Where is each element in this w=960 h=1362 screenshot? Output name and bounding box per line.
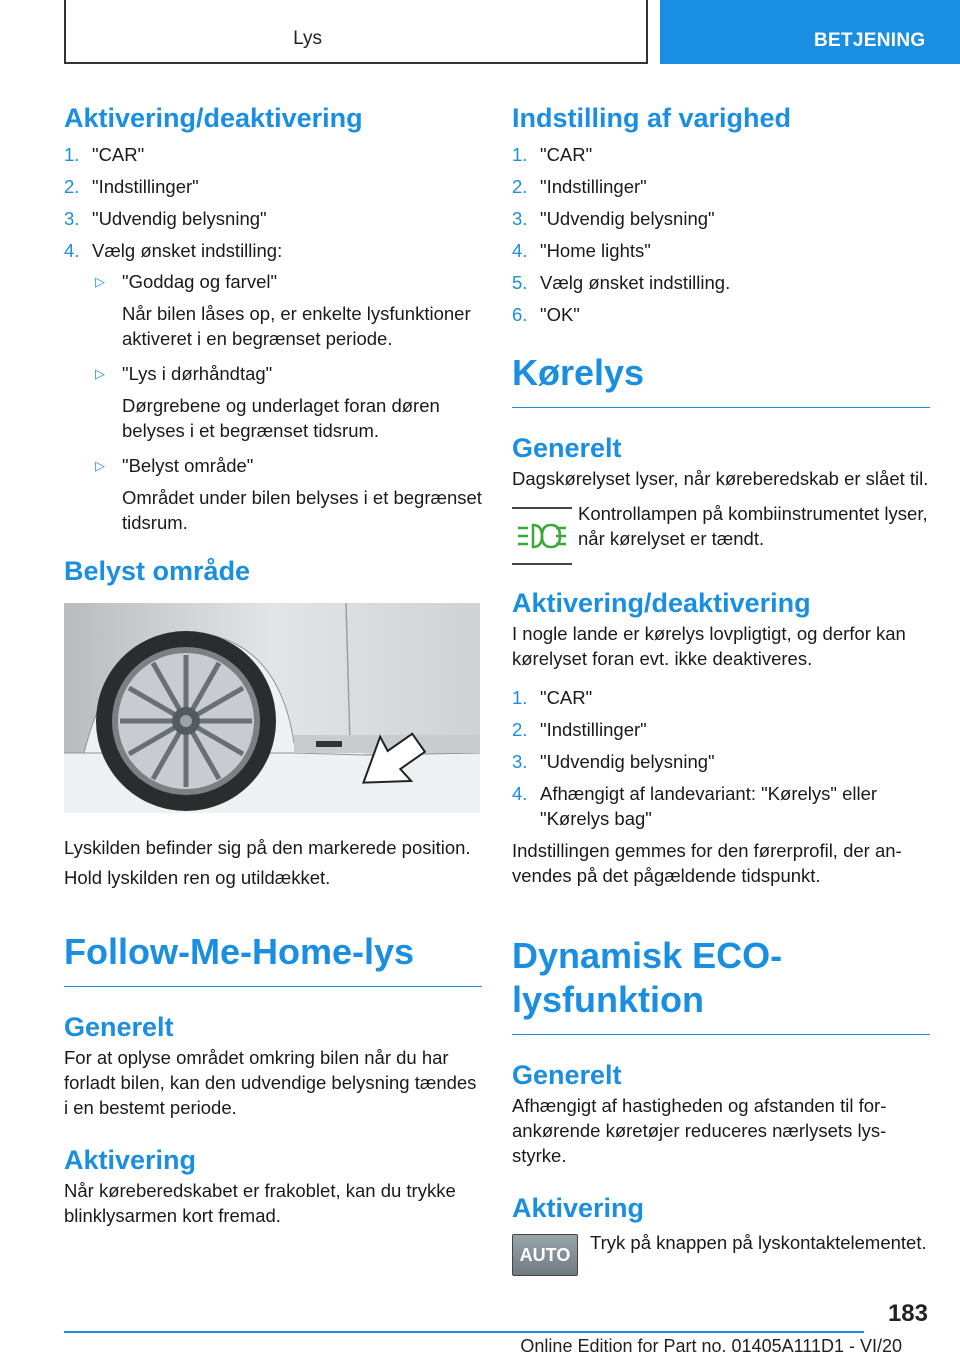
activation-steps [64,142,482,535]
right-column [512,100,930,1276]
triangle-bullet-icon: ▷ [95,366,105,381]
list-item: 3. "Udvendig belysning" [64,208,267,229]
car-wheel-image [64,603,480,813]
korelys-indicator-text: Kontrollampen på kombiinstrumentet lyser, når kørelyset er tændt. [578,503,928,549]
option-item: ▷ "Lys i dørhåndtag" Dørgrebene og underlaget foran døren belyses i et begrænset tidsrum. [95,363,440,441]
indicator-row [512,501,930,565]
fmh-general-text: For at oplyse området omkring bilen når du har forladt bilen, kan den udvendige belysning tændes i en bestemt periode. [64,1047,477,1118]
page-number: 183 [887,1300,928,1327]
korelys-general-heading: Generelt [512,433,622,463]
follow-me-home-title: Follow-Me-Home-lys [64,930,482,987]
duration-steps [512,142,930,327]
list-item: 3. "Udvendig belysning" [512,208,715,229]
car-illustration [64,603,480,813]
korelys-general-text: Dagskørelyset lyser, når køreberedskab er slået til. [512,468,929,489]
daytime-running-light-indicator-icon [512,507,572,565]
list-item: 1. "CAR" [512,687,593,708]
list-item: 2. "Indstillinger" [512,719,647,740]
korelys-title: Kørelys [512,351,930,408]
list-item: 4. Vælg ønsket indstilling: ▷ "Goddag og farvel" Når bilen låses op, er enkelte lysfunktioner aktiveret i en begrænset periode. ▷ "Lys i dørhåndtag" Dørgrebene og underlaget foran døren belyses i et begrænset tidsrum. ▷ "Belyst område" Området under bilen belyses i et begrænset tidsrum. [64,240,482,533]
option-item: ▷ "Belyst område" Området under bilen belyses i et begrænset tidsrum. [95,455,482,533]
list-item: 2. "Indstillinger" [64,176,199,197]
footer-edition: Online Edition for Part no. 01405A111D1 - VI/20 [520,1336,902,1356]
option-list [92,269,482,535]
belyst-paragraph-1: Lyskilden befinder sig på den markerede position. [64,837,471,858]
list-item: 3. "Udvendig belysning" [512,751,715,772]
list-item: 2. "Indstillinger" [512,176,647,197]
left-column [64,100,482,1228]
korelys-activation-text: I nogle lande er kørelys lovpligtigt, og derfor kan kørelyset foran evt. ikke deaktiveres. [512,623,906,669]
list-item: 1. "CAR" [64,144,145,165]
eco-activation-text: Tryk på knappen på lyskontaktelementet. [590,1232,927,1253]
korelys-activation-heading: Aktivering/deaktivering [512,588,811,618]
belyst-paragraph-2: Hold lyskilden ren og utildækket. [64,867,331,888]
duration-heading: Indstilling af varighed [512,103,792,133]
eco-activation-heading: Aktivering [512,1193,645,1223]
triangle-bullet-icon: ▷ [95,458,105,473]
list-item: 1. "CAR" [512,144,593,165]
fmh-activation-heading: Aktivering [64,1145,197,1175]
korelys-steps [512,685,930,831]
list-item: 4. Afhængigt af landevariant: "Kørelys" eller "Kørelys bag" [512,783,878,829]
footer-divider [64,1331,864,1333]
eco-title: Dynamisk ECO-lysfunktion [512,934,930,1035]
header-bar [64,0,648,64]
belyst-heading: Belyst område [64,556,251,586]
activation-heading: Aktivering/deaktivering [64,103,363,133]
eco-general-heading: Generelt [512,1060,622,1090]
eco-general-text: Afhængigt af hastigheden og afstanden til forankørende køretøjer reduceres nærlysets lysstyrke. [512,1095,887,1166]
korelys-stored-text: Indstillingen gemmes for den førerprofil, der anvendes på det pågældende tidspunkt. [512,840,902,886]
triangle-bullet-icon: ▷ [95,274,105,289]
auto-button-icon: AUTO [512,1234,578,1276]
fmh-general-heading: Generelt [64,1012,174,1042]
fmh-activation-text: Når køreberedskabet er frakoblet, kan du trykke blinklysarmen kort fremad. [64,1180,456,1226]
list-item: 6. "OK" [512,304,580,325]
header-section-title: Lys [293,28,322,49]
header-chapter-tab [660,0,960,64]
auto-row [512,1230,930,1276]
list-item: 5. Vælg ønsket indstilling. [512,272,731,293]
list-item: 4. "Home lights" [512,240,651,261]
option-item: ▷ "Goddag og farvel" Når bilen låses op, er enkelte lysfunktioner aktiveret i en begrænset periode. [95,271,471,349]
header-chapter-title: BETJENING [814,30,926,51]
